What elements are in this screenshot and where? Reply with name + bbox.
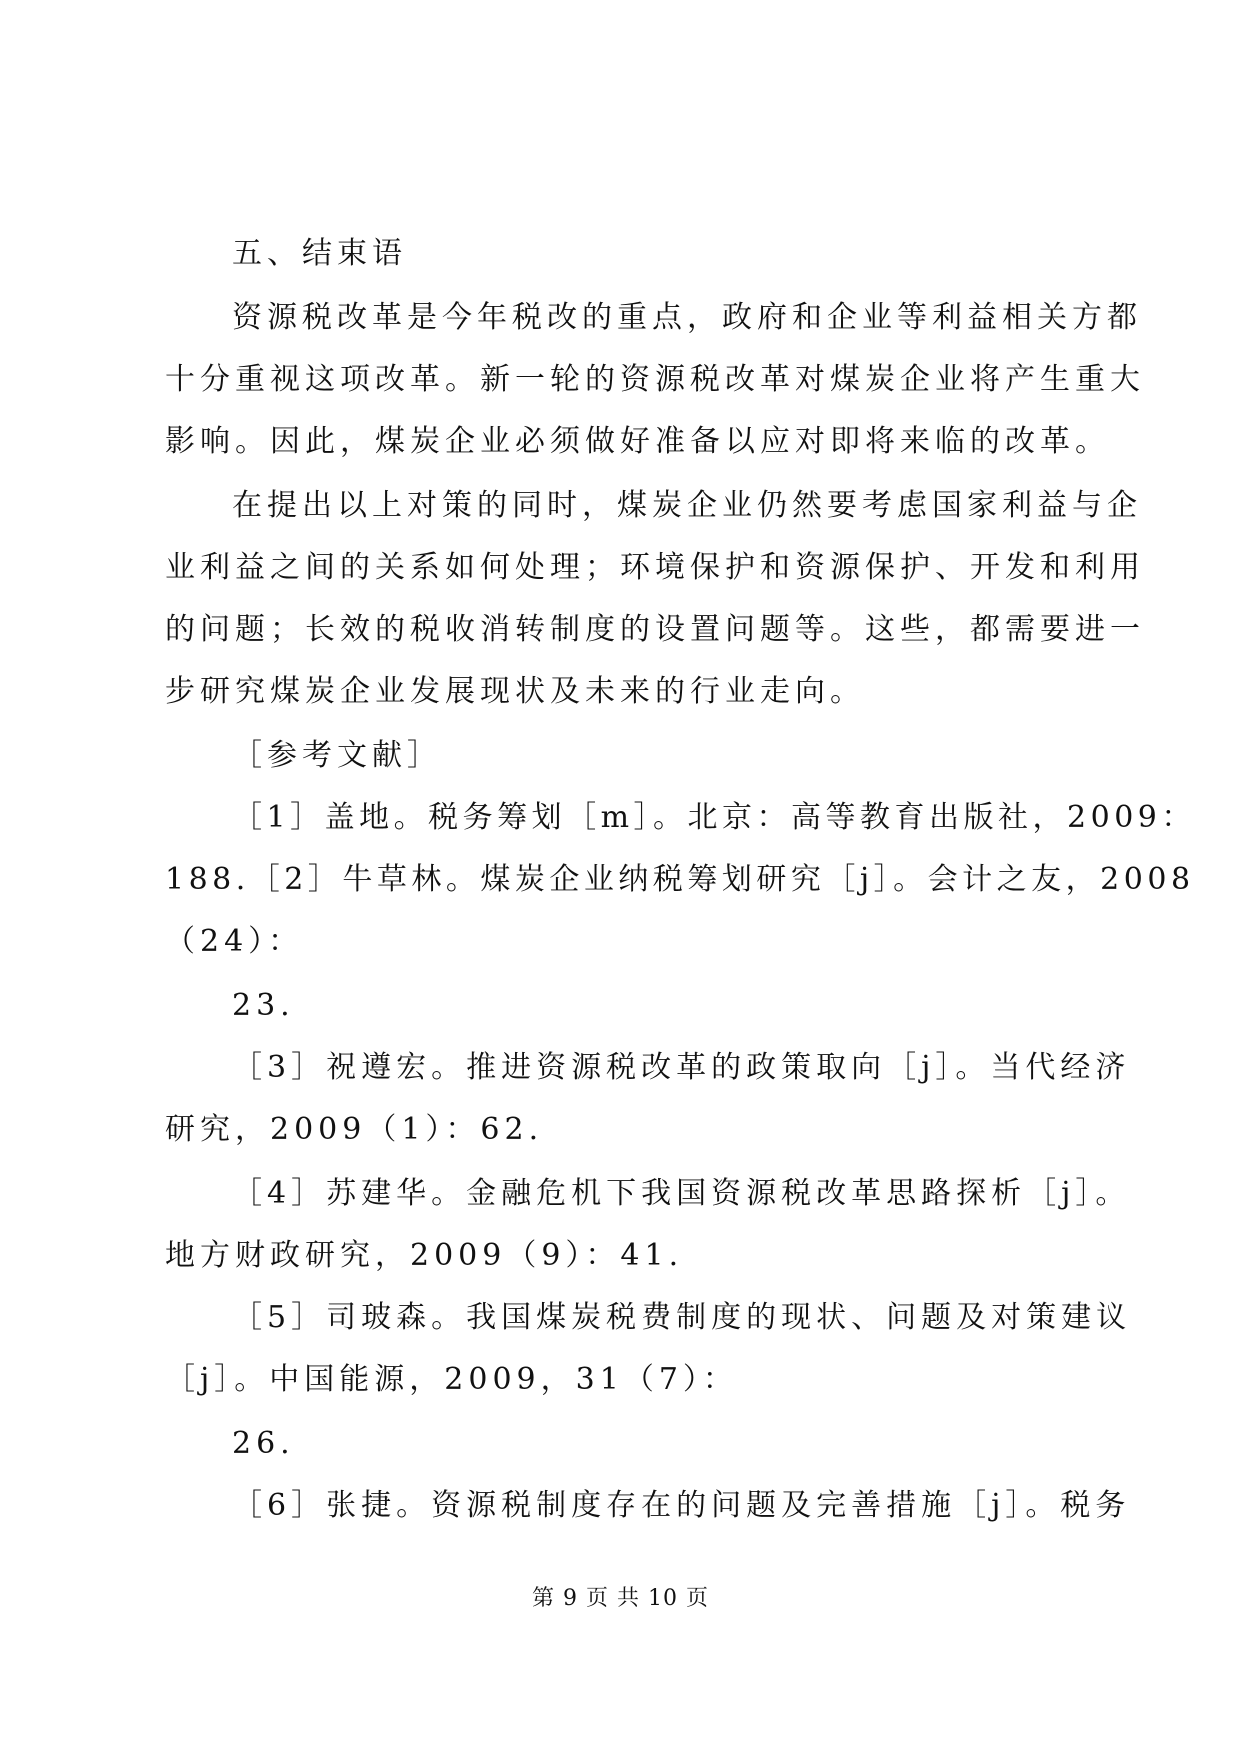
reference-line: 地方财政研究，2009（9）：41. [165, 1238, 684, 1273]
reference-line: 23. [232, 988, 295, 1023]
reference-line: ［6］张捷。资源税制度存在的问题及完善措施［j］。税务 [232, 1488, 1131, 1523]
paragraph-line: 业利益之间的关系如何处理；环境保护和资源保护、开发和利用 [165, 550, 1145, 585]
reference-line: 26. [232, 1426, 295, 1461]
page-footer: 第 9 页 共 10 页 [532, 1586, 709, 1611]
reference-line: 研究，2009（1）：62. [165, 1112, 544, 1147]
paragraph-line: 步研究煤炭企业发展现状及未来的行业走向。 [165, 674, 865, 709]
reference-line: ［5］司玻森。我国煤炭税费制度的现状、问题及对策建议 [232, 1300, 1132, 1335]
references-heading: ［参考文献］ [232, 738, 442, 773]
reference-line: 188.［2］牛草林。煤炭企业纳税筹划研究［j］。会计之友，2008 [165, 862, 1195, 897]
paragraph-line: 影响。因此，煤炭企业必须做好准备以应对即将来临的改革。 [165, 424, 1110, 459]
reference-line: ［3］祝遵宏。推进资源税改革的政策取向［j］。当代经济 [232, 1050, 1131, 1085]
paragraph-line: 的问题；长效的税收消转制度的设置问题等。这些，都需要进一 [165, 612, 1145, 647]
paragraph-line: 资源税改革是今年税改的重点，政府和企业等利益相关方都 [232, 300, 1142, 335]
reference-line: （24）： [165, 924, 304, 959]
reference-line: ［4］苏建华。金融危机下我国资源税改革思路探析［j］。 [232, 1176, 1131, 1211]
reference-line: ［1］盖地。税务筹划［m］。北京：高等教育出版社，2009： [232, 800, 1196, 835]
paragraph-line: 在提出以上对策的同时，煤炭企业仍然要考虑国家利益与企 [232, 488, 1142, 523]
section-heading: 五、结束语 [232, 236, 407, 271]
reference-line: ［j］。中国能源，2009，31（7）： [165, 1362, 738, 1397]
paragraph-line: 十分重视这项改革。新一轮的资源税改革对煤炭企业将产生重大 [165, 362, 1145, 397]
